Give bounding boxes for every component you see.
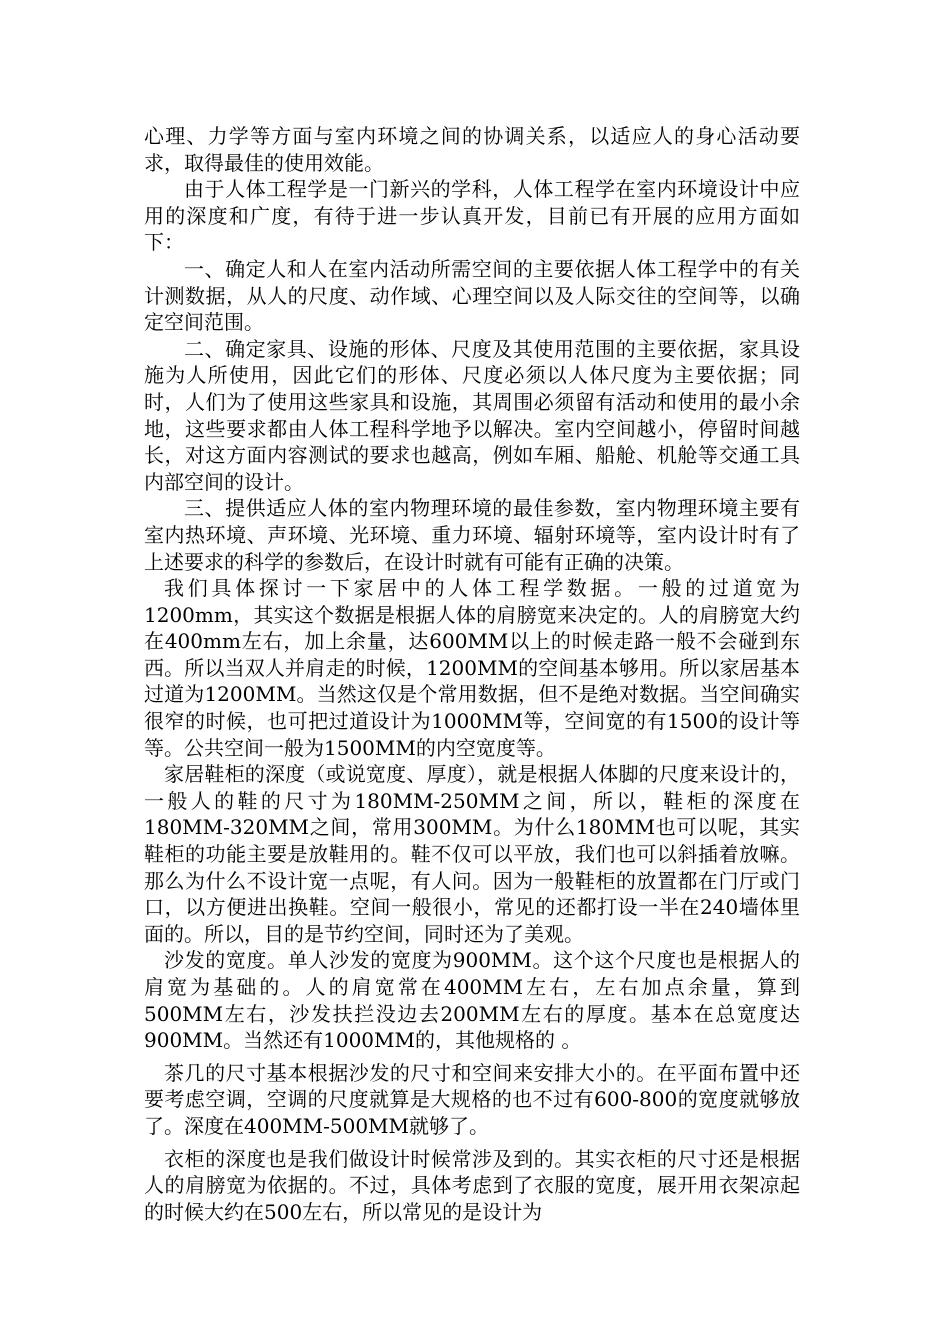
paragraph-point-one: 一、确定人和人在室内活动所需空间的主要依据人体工程学中的有关计测数据，从人的尺度、动作域、心理空间以及人际交往的空间等，以确定空间范围。	[144, 256, 800, 335]
paragraph-wardrobe-depth: 衣柜的深度也是我们做设计时候常涉及到的。其实衣柜的尺寸还是根据人的肩膀宽为依据的。不过，具体考虑到了衣服的宽度，展开用衣架凉起的时候大约在500左右，所以常见的是设计为	[144, 1146, 800, 1224]
paragraph-point-three: 三、提供适应人体的室内物理环境的最佳参数，室内物理环境主要有室内热环境、声环境、光环境、重力环境、辐射环境等，室内设计时有了上述要求的科学的参数后，在设计时就有可能有正确的决策。	[144, 496, 800, 574]
document-body	[144, 123, 800, 1225]
paragraph-hallway-width: 我们具体探讨一下家居中的人体工程学数据。一般的过道宽为1200mm，其实这个数据是根据人体的肩膀宽来决定的。人的肩膀宽大约在400mm左右，加上余量，达600MM以上的时候走路一般不会碰到东西。所以当双人并肩走的时候，1200MM的空间基本够用。所以家居基本过道为1200MM。当然这仅是个常用数据，但不是绝对数据。当空间确实很窄的时候，也可把过道设计为1000MM等，空间宽的有1500的设计等等。公共空间一般为1500MM的内空宽度等。	[144, 576, 800, 760]
paragraph-tea-table: 茶几的尺寸基本根据沙发的尺寸和空间来安排大小的。在平面布置中还要考虑空调，空调的尺度就算是大规格的也不过有600-800的宽度就够放了。深度在400MM-500MM就够了。	[144, 1060, 800, 1138]
paragraph-point-two: 二、确定家具、设施的形体、尺度及其使用范围的主要依据，家具设施为人所使用，因此它们的形体、尺度必须以人体尺度为主要依据；同时，人们为了使用这些家具和设施，其周围必须留有活动和使用的最小余地，这些要求都由人体工程科学地予以解决。室内空间越小，停留时间越长，对这方面内容测试的要求也越高，例如车厢、船舱、机舱等交通工具内部空间的设计。	[144, 336, 800, 494]
paragraph-ergonomics-application: 由于人体工程学是一门新兴的学科，人体工程学在室内环境设计中应用的深度和广度，有待于进一步认真开发，目前已有开展的应用方面如下：	[144, 177, 800, 255]
paragraph-sofa-width: 沙发的宽度。单人沙发的宽度为900MM。这个这个尺度也是根据人的肩宽为基础的。人的肩宽常在400MM左右，左右加点余量，算到500MM左右，沙发扶拦没边去200MM左右的厚度。基本在总宽度达900MM。当然还有1000MM的，其他规格的 。	[144, 948, 800, 1053]
paragraph-shoe-cabinet: 家居鞋柜的深度（或说宽度、厚度），就是根据人体脚的尺度来设计的，一般人的鞋的尺寸为180MM-250MM之间，所以，鞋柜的深度在180MM-320MM之间，常用300MM。为什么180MM也可以呢，其实鞋柜的功能主要是放鞋用的。鞋不仅可以平放，我们也可以斜插着放嘛。那么为什么不设计宽一点呢，有人问。因为一般鞋柜的放置都在门厅或门口，以方便进出换鞋。空间一般很小，常见的还都打设一半在240墙体里面的。所以，目的是节约空间，同时还为了美观。	[144, 762, 800, 946]
paragraph-intro-continuation: 心理、力学等方面与室内环境之间的协调关系，以适应人的身心活动要求，取得最佳的使用效能。	[144, 124, 800, 175]
